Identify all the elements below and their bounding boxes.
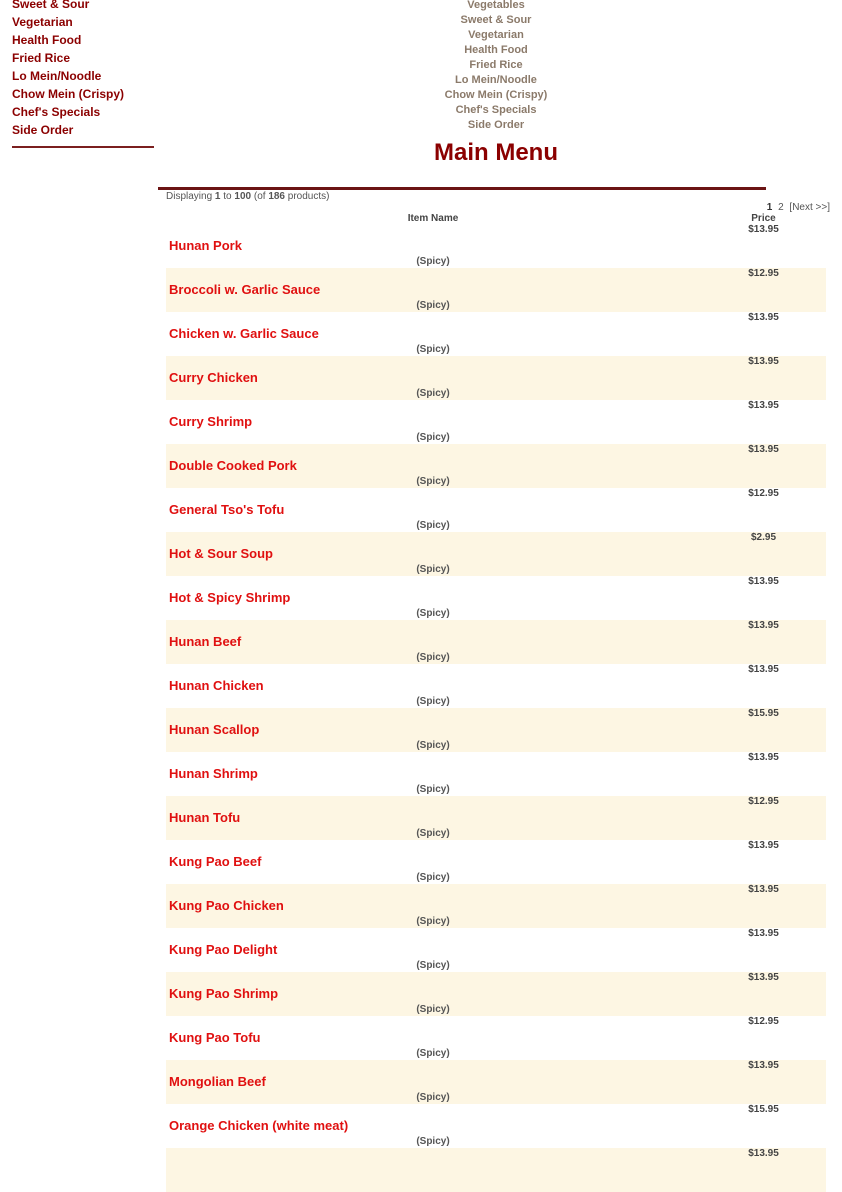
products-label: products) (287, 191, 330, 202)
table-row (166, 224, 826, 268)
of-label: (of (253, 191, 266, 202)
item-name-link[interactable]: Broccoli w. Garlic Sauce (169, 282, 321, 297)
category-link-side-order[interactable]: Side Order (467, 119, 525, 131)
table-row (166, 972, 826, 1016)
spicy-tag: (Spicy) (416, 1004, 450, 1015)
category-link-sweet-sour[interactable]: Sweet & Sour (460, 14, 532, 26)
table-row (166, 796, 826, 840)
table-row (166, 664, 826, 708)
item-name-link[interactable]: Hot & Sour Soup (169, 546, 273, 561)
category-link-vegetables[interactable]: Vegetables (467, 0, 525, 11)
item-name-link[interactable]: Hunan Scallop (169, 722, 260, 737)
sidebar-item-fried-rice[interactable]: Fried Rice (12, 51, 71, 65)
spicy-tag: (Spicy) (416, 564, 450, 575)
table-row (166, 1016, 826, 1060)
product-listing (166, 224, 826, 1192)
item-name-link[interactable]: Orange Chicken (white meat) (169, 1118, 349, 1133)
table-row (166, 752, 826, 796)
page-2-link[interactable]: 2 (778, 202, 784, 213)
item-name-link[interactable]: General Tso's Tofu (169, 502, 285, 517)
item-price: $12.95 (748, 796, 779, 807)
spicy-tag: (Spicy) (416, 828, 450, 839)
sidebar-item-health-food[interactable]: Health Food (12, 33, 82, 47)
item-price: $13.95 (748, 400, 779, 411)
column-header-item-name: Item Name (407, 213, 459, 224)
item-price: $13.95 (748, 576, 779, 587)
item-name-link[interactable]: Hunan Pork (169, 238, 242, 253)
table-row (166, 576, 826, 620)
item-price: $13.95 (748, 312, 779, 323)
item-price: $13.95 (748, 444, 779, 455)
item-price: $13.95 (748, 356, 779, 367)
table-row (166, 400, 826, 444)
table-row (166, 312, 826, 356)
table-row (166, 884, 826, 928)
table-row (166, 708, 826, 752)
table-row (166, 532, 826, 576)
table-row (166, 620, 826, 664)
item-name-link[interactable]: Kung Pao Delight (169, 942, 278, 957)
item-price: $15.95 (748, 1104, 779, 1115)
category-link-health-food[interactable]: Health Food (464, 44, 528, 56)
column-header-price: Price (751, 213, 776, 224)
item-price: $15.95 (748, 708, 779, 719)
range-from: 1 (214, 191, 221, 202)
item-price: $13.95 (748, 928, 779, 939)
table-row (166, 268, 826, 312)
item-name-link[interactable]: Hunan Shrimp (169, 766, 258, 781)
item-name-link[interactable]: Hot & Spicy Shrimp (169, 590, 291, 605)
spicy-tag: (Spicy) (416, 696, 450, 707)
item-price: $13.95 (748, 1148, 779, 1159)
item-price: $13.95 (748, 664, 779, 675)
range-to: 100 (234, 191, 252, 202)
table-row (166, 1060, 826, 1104)
title-divider (158, 187, 766, 190)
item-price: $12.95 (748, 1016, 779, 1027)
spicy-tag: (Spicy) (416, 344, 450, 355)
spicy-tag: (Spicy) (416, 300, 450, 311)
spicy-tag: (Spicy) (416, 784, 450, 795)
item-price: $13.95 (748, 620, 779, 631)
item-price: $13.95 (748, 752, 779, 763)
spicy-tag: (Spicy) (416, 916, 450, 927)
sidebar-item-vegetarian[interactable]: Vegetarian (12, 15, 73, 29)
spicy-tag: (Spicy) (416, 520, 450, 531)
category-link-chefs-specials[interactable]: Chef's Specials (455, 104, 537, 116)
sidebar-item-chefs-specials[interactable]: Chef's Specials (12, 105, 101, 119)
item-price: $13.95 (748, 972, 779, 983)
item-name-link[interactable]: Hunan Beef (169, 634, 242, 649)
category-link-chow-mein-crispy[interactable]: Chow Mein (Crispy) (444, 89, 548, 101)
item-price: $13.95 (748, 884, 779, 895)
page-1-current: 1 (766, 202, 773, 213)
spicy-tag: (Spicy) (416, 1136, 450, 1147)
spicy-tag: (Spicy) (416, 652, 450, 663)
table-row (166, 1104, 826, 1148)
item-price: $13.95 (748, 1060, 779, 1071)
top-category-nav (158, 0, 834, 133)
table-row (166, 928, 826, 972)
item-name-link[interactable]: Curry Shrimp (169, 414, 253, 429)
sidebar-item-sweet-sour[interactable]: Sweet & Sour (12, 0, 90, 11)
item-price: $13.95 (748, 840, 779, 851)
sidebar-item-chow-mein-crispy[interactable]: Chow Mein (Crispy) (12, 87, 125, 101)
table-row (166, 1148, 826, 1192)
item-name-link[interactable]: Kung Pao Tofu (169, 1030, 261, 1045)
category-link-fried-rice[interactable]: Fried Rice (469, 59, 523, 71)
item-name-link[interactable]: Kung Pao Shrimp (169, 986, 279, 1001)
next-page-link[interactable]: [Next >>] (789, 202, 830, 213)
sidebar-divider (12, 146, 154, 148)
sidebar-item-side-order[interactable]: Side Order (12, 123, 74, 137)
table-row (166, 444, 826, 488)
item-name-link[interactable]: Chicken w. Garlic Sauce (169, 326, 319, 341)
table-row (166, 356, 826, 400)
product-count-text (166, 191, 329, 203)
table-row (166, 840, 826, 884)
sidebar-item-lo-mein-noodle[interactable]: Lo Mein/Noodle (12, 69, 102, 83)
sidebar-category-nav (12, 0, 154, 148)
spicy-tag: (Spicy) (416, 388, 450, 399)
item-name-link[interactable]: Curry Chicken (169, 370, 258, 385)
spicy-tag: (Spicy) (416, 256, 450, 267)
item-name-link[interactable]: Hunan Tofu (169, 810, 241, 825)
spicy-tag: (Spicy) (416, 608, 450, 619)
to-label: to (223, 191, 232, 202)
spicy-tag: (Spicy) (416, 960, 450, 971)
item-price: $12.95 (748, 488, 779, 499)
item-name-link[interactable]: Mongolian Beef (169, 1074, 266, 1089)
spicy-tag: (Spicy) (416, 872, 450, 883)
category-link-vegetarian[interactable]: Vegetarian (468, 29, 524, 41)
page-title: Main Menu (434, 139, 558, 166)
item-price: $12.95 (748, 268, 779, 279)
item-price: $2.95 (750, 532, 777, 543)
table-row (166, 488, 826, 532)
item-name-link[interactable]: Kung Pao Chicken (169, 898, 284, 913)
item-name-link[interactable]: Double Cooked Pork (169, 458, 297, 473)
spicy-tag: (Spicy) (416, 432, 450, 443)
spicy-tag: (Spicy) (416, 476, 450, 487)
item-name-link[interactable]: Hunan Chicken (169, 678, 264, 693)
item-price: $13.95 (748, 224, 779, 235)
item-name-link[interactable]: Kung Pao Beef (169, 854, 262, 869)
total-count: 186 (268, 191, 285, 202)
category-link-lo-mein-noodle[interactable]: Lo Mein/Noodle (455, 74, 537, 86)
spicy-tag: (Spicy) (416, 740, 450, 751)
spicy-tag: (Spicy) (416, 1092, 450, 1103)
spicy-tag: (Spicy) (416, 1048, 450, 1059)
displaying-label: Displaying (166, 191, 213, 202)
